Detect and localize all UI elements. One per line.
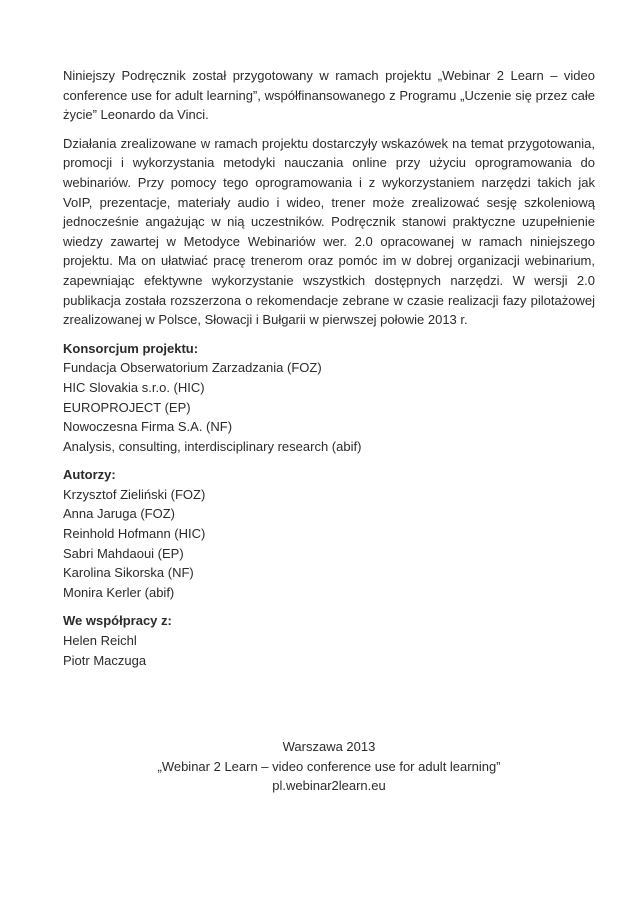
project-title: „Webinar 2 Learn – video conference use for adult learning” [157,758,501,774]
publication-footer [63,737,595,796]
author-name: Sabri Mahdaoui (EP) [63,545,184,561]
intro-paragraph-2: Działania zrealizowane w ramach projektu dostarczyły wskazówek na temat przygotowania, promocji i wykorzystania metodyki nauczania online przy użyciu oprogramowania do webinariów. Przy pomocy tego oprogramowania i z wykorzystaniem narzędzi takich jak VoIP, prezentacje, materiały audio i wideo, trener może zrealizować sesję szkoleniową jednocześnie angażując w nią uczestników. Podręcznik stanowi praktyczne uzupełnienie wiedzy zawartej w Metodyce Webinariów wer. 2.0 opracowanej w ramach niniejszego projektu. Ma on ułatwiać pracę trenerom oraz pomóc im w dobrej organizacji webinarium, zapewniając efektywne wykorzystanie wszystkich dostępnych narzędzi. W wersji 2.0 publikacja została rozszerzona o rekomendacje zebrane w czasie realizacji fazy pilotażowej zrealizowanej w Polsce, Słowacji i Bułgarii w pierwszej połowie 2013 r. [63,135,595,328]
consortium-member: HIC Slovakia s.r.o. (HIC) [63,379,205,395]
collaborator-name: Helen Reichl [63,633,137,649]
author-name: Karolina Sikorska (NF) [63,565,194,581]
authors-section [63,465,595,602]
consortium-member: Analysis, consulting, interdisciplinary research (abif) [63,438,362,454]
authors-heading: Autorzy: [63,467,116,483]
author-name: Anna Jaruga (FOZ) [63,506,175,522]
author-name: Monira Kerler (abif) [63,584,175,600]
document-page [63,66,595,679]
collaboration-heading: We współpracy z: [63,613,172,629]
consortium-member: EUROPROJECT (EP) [63,399,191,415]
consortium-member: Nowoczesna Firma S.A. (NF) [63,419,233,435]
author-name: Krzysztof Zieliński (FOZ) [63,486,206,502]
website-text: pl.webinar2learn.eu [272,778,386,794]
consortium-member: Fundacja Obserwatorium Zarzadzania (FOZ) [63,360,322,376]
intro-paragraph-1: Niniejszy Podręcznik został przygotowany w ramach projektu „Webinar 2 Learn – video conference use for adult learning”, współfinansowanego z Programu „Uczenie się przez całe życie” Leonardo da Vinci. [63,68,595,123]
collaboration-section [63,611,595,670]
place-year: Warszawa 2013 [282,739,376,754]
collaborator-name: Piotr Maczuga [63,652,147,668]
consortium-heading: Konsorcjum projektu: [63,340,199,356]
consortium-section [63,339,595,457]
author-name: Reinhold Hofmann (HIC) [63,526,206,542]
